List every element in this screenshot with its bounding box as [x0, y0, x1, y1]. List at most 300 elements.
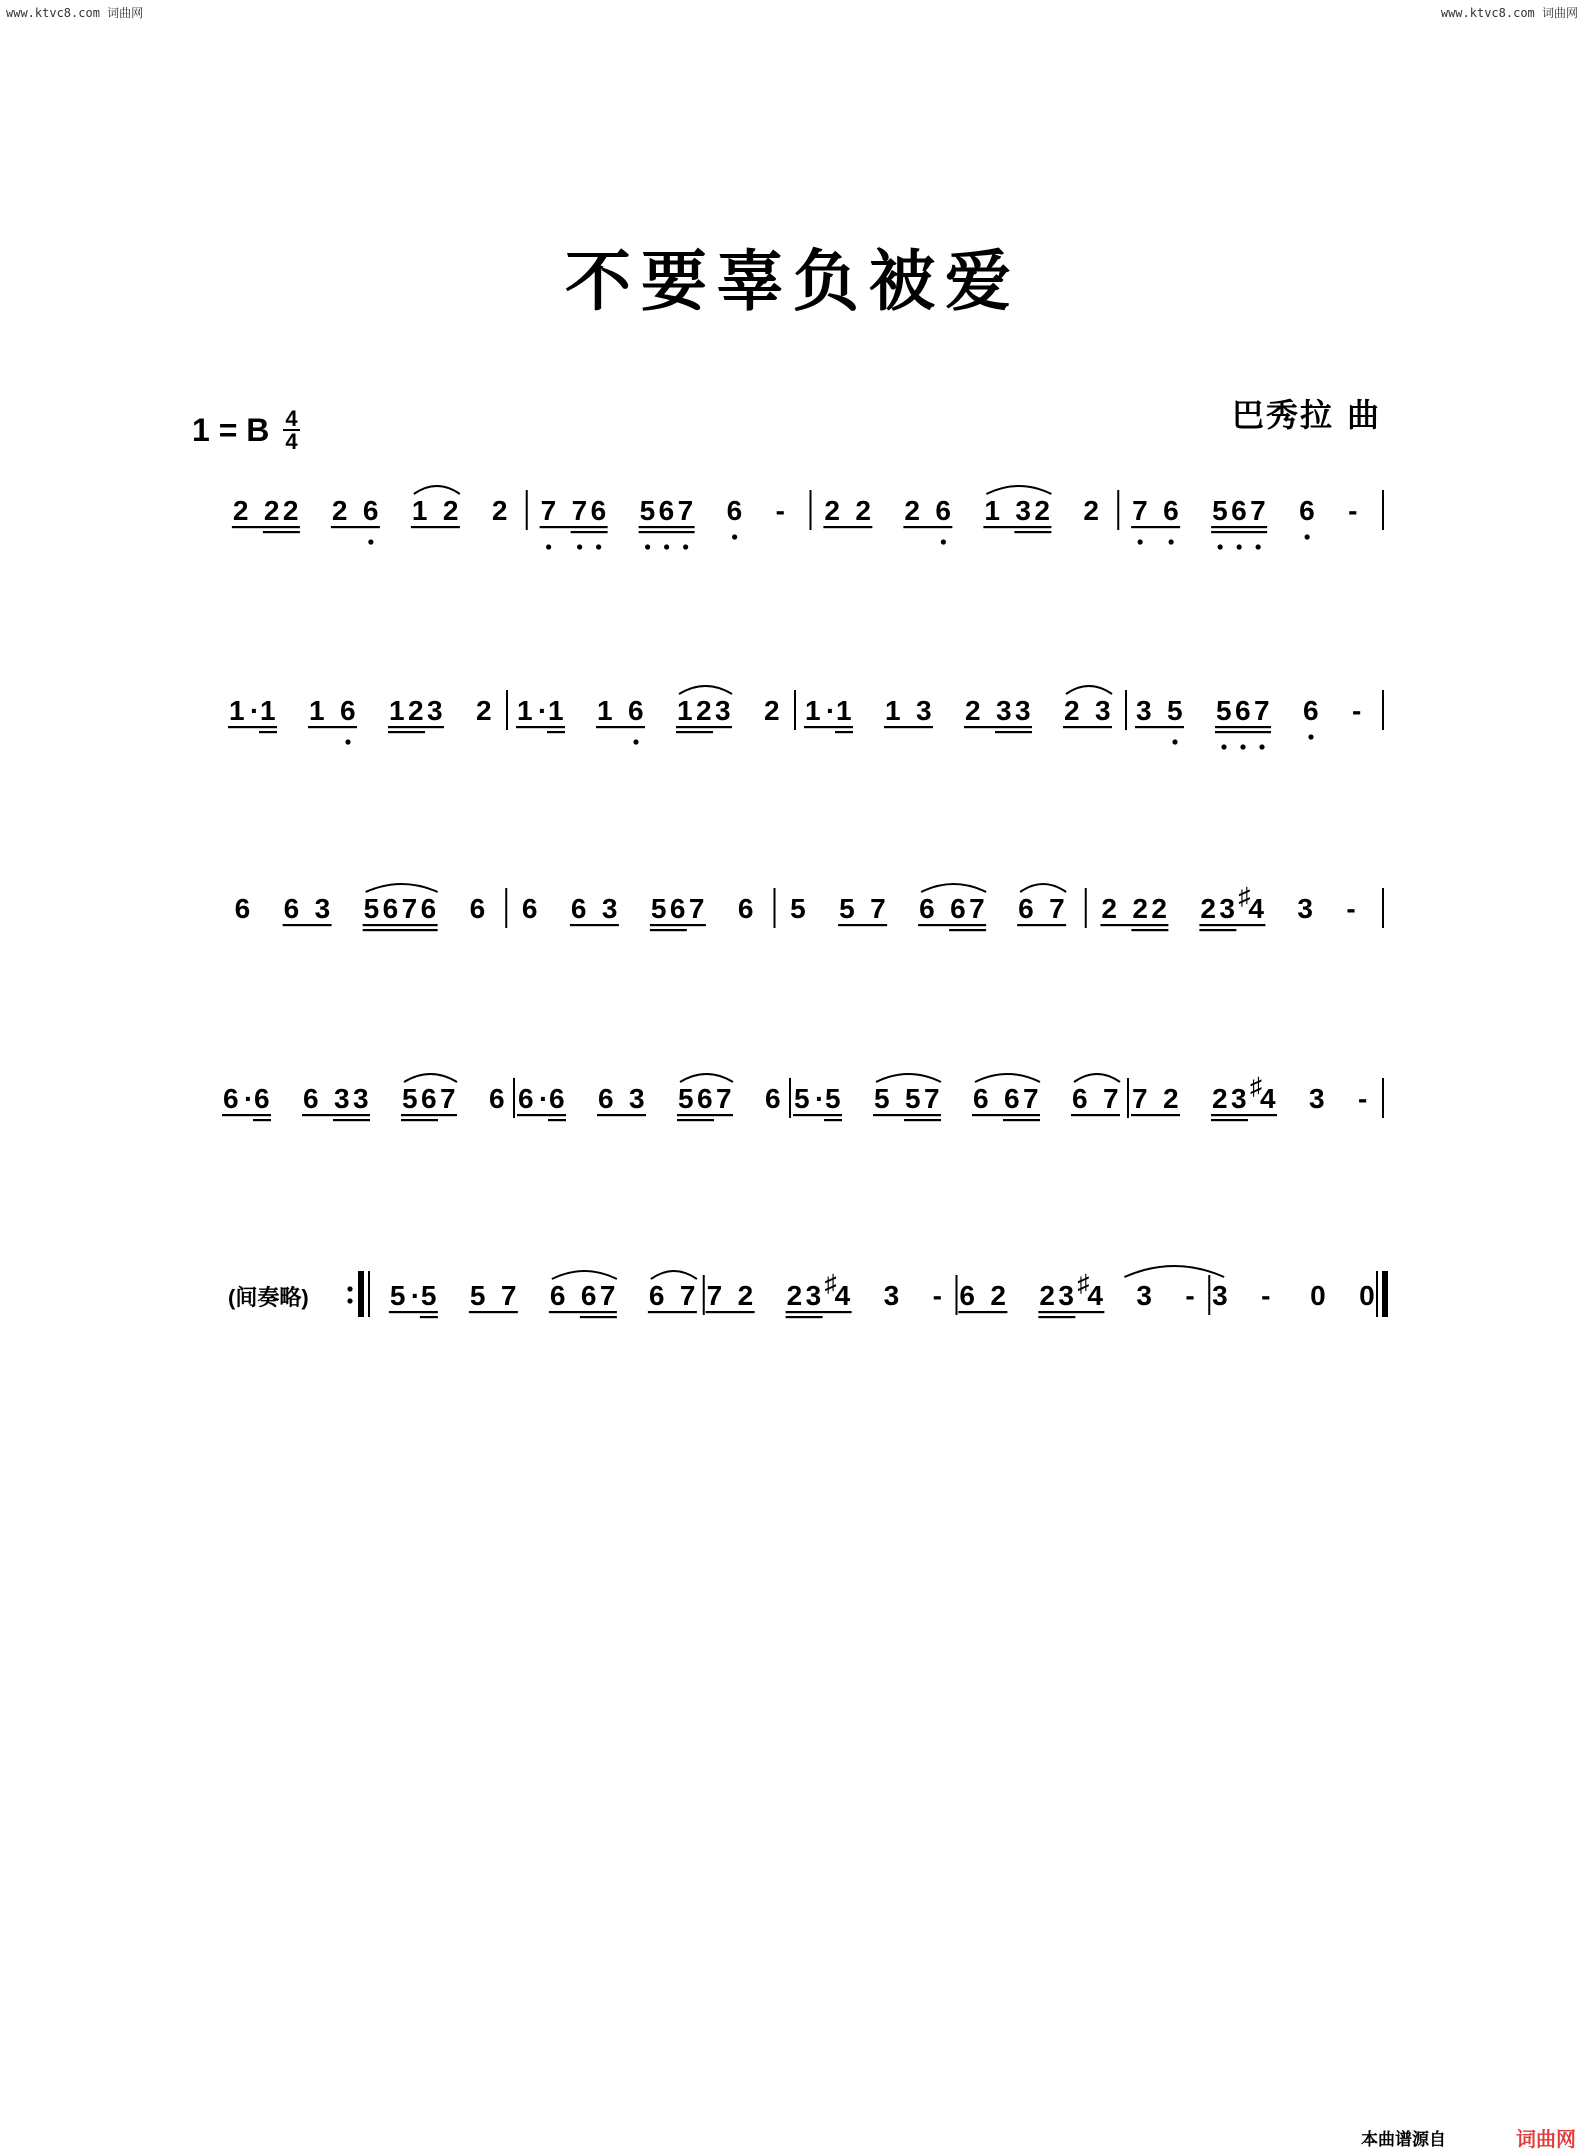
beam-line	[1199, 924, 1265, 926]
beam-line	[540, 526, 608, 528]
note: 3	[996, 695, 1012, 726]
beam-line	[676, 731, 713, 733]
octave-dot	[1218, 544, 1223, 549]
note: 6	[580, 1280, 597, 1311]
note: 7	[969, 893, 985, 924]
slur-arc	[366, 884, 438, 892]
note: 5	[825, 1083, 841, 1114]
note: 2	[1132, 893, 1148, 924]
beam-line	[824, 1119, 842, 1121]
note: 3	[1231, 1083, 1247, 1114]
note: 3	[1297, 893, 1313, 924]
note: 2	[1200, 893, 1216, 924]
dash-extension: -	[775, 495, 785, 526]
note: 3	[1015, 695, 1031, 726]
beam-line	[411, 526, 460, 528]
octave-dot	[941, 539, 946, 544]
sharp-sign: ♯	[1238, 883, 1251, 910]
augmentation-dot: ·	[826, 695, 836, 726]
beam-line	[232, 526, 300, 528]
octave-dot	[368, 539, 373, 544]
note: 1	[836, 695, 852, 726]
beam-line	[648, 1311, 697, 1313]
interlude-label: (间奏略)	[228, 1285, 309, 1310]
augmentation-dot: ·	[538, 695, 548, 726]
beam-line	[1211, 1119, 1248, 1121]
slur-arc	[552, 1271, 617, 1279]
note: 6	[658, 495, 675, 526]
note: 6	[973, 1083, 989, 1114]
note: 5	[363, 893, 380, 924]
note: 6	[1072, 1083, 1088, 1114]
beam-line	[597, 1114, 646, 1116]
note: 7	[540, 495, 557, 526]
note: 3	[629, 1083, 645, 1114]
note: 5	[874, 1083, 890, 1114]
note: 1	[411, 495, 428, 526]
note: 6	[303, 1083, 319, 1114]
note: 2	[904, 495, 920, 526]
note: 2	[696, 695, 712, 726]
note: 3	[601, 893, 618, 924]
note: 3	[1015, 495, 1031, 526]
octave-dot	[1169, 539, 1174, 544]
beam-line	[580, 1316, 617, 1318]
slur-arc	[1074, 1074, 1120, 1082]
note: 2	[786, 1280, 803, 1311]
bar-line	[1382, 690, 1384, 730]
beam-line	[650, 924, 706, 926]
beam-line	[823, 526, 872, 528]
slur-arc	[1066, 686, 1112, 694]
octave-dot	[1308, 734, 1313, 739]
beam-line	[517, 1114, 566, 1116]
slur-arc	[651, 1271, 697, 1279]
note: 5	[794, 1083, 810, 1114]
beam-line	[677, 1114, 733, 1116]
note: 1	[260, 695, 276, 726]
note: 7	[1250, 495, 1266, 526]
octave-dot	[1172, 739, 1177, 744]
beam-line	[548, 1119, 566, 1121]
beam-line	[676, 726, 732, 728]
composer-credit: 巴秀拉 曲	[1232, 396, 1382, 434]
note: 5	[389, 1280, 406, 1311]
note: 2	[1151, 893, 1167, 924]
dash-extension: -	[1261, 1280, 1271, 1311]
note: 2	[1064, 695, 1080, 726]
bar-line	[1208, 1275, 1210, 1315]
beam-line	[1038, 1311, 1104, 1313]
bar-line	[513, 1078, 515, 1118]
octave-dot	[633, 739, 638, 744]
note: 5	[420, 1280, 437, 1311]
note: 6	[1018, 893, 1034, 924]
note: 1	[677, 695, 693, 726]
dash-extension: -	[1352, 695, 1362, 726]
final-bar-thin	[1376, 1271, 1378, 1317]
note: 5	[639, 495, 656, 526]
footer-logo: 词曲网	[1516, 2127, 1576, 2151]
beam-line	[388, 726, 444, 728]
note: 3	[1309, 1083, 1325, 1114]
note: 3	[1095, 695, 1111, 726]
slur-arc	[680, 1074, 733, 1082]
bar-line	[774, 888, 776, 928]
bar-line	[1117, 490, 1119, 530]
note: 6	[919, 893, 935, 924]
beam-line	[706, 1311, 755, 1313]
octave-dot	[596, 544, 601, 549]
bar-line	[526, 490, 528, 530]
note: 3	[334, 1083, 350, 1114]
beam-line	[903, 526, 952, 528]
repeat-dot	[347, 1286, 352, 1291]
dash-extension: -	[932, 1280, 942, 1311]
note: 1	[885, 695, 901, 726]
note: 5	[1216, 695, 1232, 726]
note: 0	[1359, 1280, 1375, 1311]
note: 3	[1058, 1280, 1074, 1311]
note: 5	[1167, 695, 1183, 726]
beam-line	[964, 726, 1032, 728]
note: 1	[229, 695, 245, 726]
octave-dot	[1305, 534, 1310, 539]
note: 7	[401, 893, 418, 924]
octave-dot	[1256, 544, 1261, 549]
bar-line	[1382, 888, 1384, 928]
slur-arc	[404, 1074, 457, 1082]
octave-dot	[1221, 744, 1226, 749]
note: 6	[598, 1083, 614, 1114]
note: 2	[331, 495, 348, 526]
beam-line	[547, 731, 565, 733]
beam-line	[302, 1114, 370, 1116]
note: 6	[590, 495, 607, 526]
beam-line	[958, 1311, 1007, 1313]
beam-line	[283, 924, 332, 926]
note: 1	[517, 695, 533, 726]
beam-line	[1215, 731, 1271, 733]
note: 7	[1049, 893, 1065, 924]
beam-line	[549, 1311, 617, 1313]
note: 6	[737, 893, 754, 924]
beam-line	[639, 526, 695, 528]
beam-line	[1211, 1114, 1277, 1116]
augmentation-dot: ·	[410, 1280, 421, 1311]
note: 7	[1254, 695, 1270, 726]
beam-line	[596, 726, 645, 728]
beam-line	[1131, 1114, 1180, 1116]
beam-line	[388, 731, 425, 733]
beam-line	[639, 531, 695, 533]
note: 2	[1034, 495, 1050, 526]
note: 1	[984, 495, 1000, 526]
beam-line	[1100, 924, 1168, 926]
note: 7	[688, 893, 705, 924]
note: 5	[402, 1083, 418, 1114]
note: 7	[1103, 1083, 1119, 1114]
beam-line	[222, 1114, 271, 1116]
bar-line	[505, 888, 507, 928]
slur-arc	[679, 686, 732, 694]
note: 2	[442, 495, 459, 526]
octave-dot	[645, 544, 650, 549]
beam-line	[983, 526, 1051, 528]
note: 6	[421, 1083, 437, 1114]
note: 2	[1212, 1083, 1228, 1114]
note: 2	[764, 695, 780, 726]
note: 7	[706, 1280, 723, 1311]
note: 6	[959, 1280, 975, 1311]
slur-arc	[975, 1074, 1040, 1082]
note: 1	[805, 695, 821, 726]
dash-extension: -	[1358, 1083, 1368, 1114]
note: 5	[790, 893, 806, 924]
beam-line	[804, 726, 853, 728]
beam-line	[995, 731, 1032, 733]
note: 3	[427, 695, 443, 726]
beam-line	[786, 1311, 852, 1313]
note: 2	[990, 1280, 1006, 1311]
beam-line	[389, 1311, 438, 1313]
beam-line	[650, 929, 687, 931]
bar-line	[956, 1275, 958, 1315]
note: 6	[1303, 695, 1319, 726]
note: 7	[716, 1083, 732, 1114]
note: 6	[489, 1083, 505, 1114]
note: 7	[440, 1083, 456, 1114]
beam-line	[308, 726, 357, 728]
bar-line	[1085, 888, 1087, 928]
watermark-right: www.ktvc8.com 词曲网	[1440, 6, 1578, 20]
beam-line	[259, 731, 277, 733]
beam-line	[1017, 924, 1066, 926]
beam-line	[835, 731, 853, 733]
note: 6	[549, 1083, 565, 1114]
repeat-dot	[347, 1298, 352, 1303]
note: 5	[650, 893, 667, 924]
note: 7	[924, 1083, 940, 1114]
beam-line	[1131, 526, 1180, 528]
beam-line	[363, 924, 438, 926]
note: 3	[314, 893, 331, 924]
augmentation-dot: ·	[539, 1083, 549, 1114]
beam-line	[1211, 526, 1267, 528]
note: 3	[1219, 893, 1235, 924]
note: 4	[834, 1280, 851, 1311]
slur-arc	[921, 884, 986, 892]
final-bar-thick	[1382, 1271, 1388, 1317]
octave-dot	[683, 544, 688, 549]
note: 7	[677, 495, 694, 526]
beam-line	[838, 924, 887, 926]
augmentation-dot: ·	[815, 1083, 825, 1114]
beam-line	[363, 929, 438, 931]
octave-dot	[1237, 544, 1242, 549]
dash-extension: -	[1346, 893, 1356, 924]
beam-line	[1063, 726, 1112, 728]
note: 5	[839, 893, 855, 924]
bar-line	[789, 1078, 791, 1118]
slur-arc	[1020, 884, 1066, 892]
octave-dot	[1240, 744, 1245, 749]
beam-line	[420, 1316, 438, 1318]
octave-dot	[1138, 539, 1143, 544]
note: 5	[469, 1280, 486, 1311]
note: 6	[340, 695, 356, 726]
note: 6	[1235, 695, 1251, 726]
note: 4	[1260, 1083, 1276, 1114]
note: 6	[362, 495, 379, 526]
note: 6	[549, 1280, 566, 1311]
beam-line	[253, 1119, 271, 1121]
footer-source: 本曲谱源自	[1361, 2130, 1446, 2150]
note: 7	[599, 1280, 616, 1311]
note: 6	[950, 893, 966, 924]
note: 6	[254, 1083, 270, 1114]
note: 7	[1132, 495, 1148, 526]
note: 6	[521, 893, 538, 924]
repeat-bar-thin	[368, 1271, 370, 1317]
note: 6	[935, 495, 951, 526]
watermark-left: www.ktvc8.com 词曲网	[6, 6, 144, 20]
note: 2	[232, 495, 249, 526]
beam-line	[228, 726, 277, 728]
key-label: 1 = B	[192, 411, 270, 448]
note: 3	[353, 1083, 369, 1114]
note: 7	[870, 893, 886, 924]
beam-line	[1215, 726, 1271, 728]
beam-line	[904, 1119, 941, 1121]
beam-line	[1199, 929, 1236, 931]
bar-line	[1382, 490, 1384, 530]
beam-line	[972, 1114, 1040, 1116]
note: 3	[1136, 1280, 1152, 1311]
beam-line	[401, 1114, 457, 1116]
note: 3	[715, 695, 731, 726]
beam-line	[949, 929, 986, 931]
bar-line	[506, 690, 508, 730]
note: 2	[476, 695, 492, 726]
beam-line	[571, 531, 608, 533]
augmentation-dot: ·	[250, 695, 260, 726]
note: 5	[905, 1083, 921, 1114]
note: 6	[765, 1083, 781, 1114]
octave-dot	[546, 544, 551, 549]
dash-extension: -	[1348, 495, 1358, 526]
beam-line	[1131, 929, 1168, 931]
note: 2	[408, 695, 424, 726]
note: 7	[1132, 1083, 1148, 1114]
beam-line	[516, 726, 565, 728]
bar-line	[1127, 1078, 1129, 1118]
note: 2	[855, 495, 871, 526]
augmentation-dot: ·	[244, 1083, 254, 1114]
beam-line	[1014, 531, 1051, 533]
sharp-sign: ♯	[1250, 1073, 1262, 1100]
note: 6	[1231, 495, 1247, 526]
note: 6	[697, 1083, 713, 1114]
note: 2	[263, 495, 280, 526]
note: 6	[420, 893, 437, 924]
note: 6	[234, 893, 251, 924]
note: 3	[805, 1280, 822, 1311]
bar-line	[1125, 690, 1127, 730]
beam-line	[786, 1316, 823, 1318]
note: 6	[648, 1280, 665, 1311]
octave-dot	[664, 544, 669, 549]
beam-line	[1135, 726, 1184, 728]
beam-line	[884, 726, 933, 728]
beam-line	[918, 924, 986, 926]
dash-extension: -	[1185, 1280, 1195, 1311]
note: 6	[1299, 495, 1315, 526]
beam-line	[570, 924, 619, 926]
beam-line	[1038, 1316, 1075, 1318]
octave-dot	[345, 739, 350, 744]
note: 2	[965, 695, 981, 726]
time-denominator: 4	[285, 429, 298, 454]
beam-line	[469, 1311, 518, 1313]
bar-line	[794, 690, 796, 730]
note: 4	[1248, 893, 1264, 924]
note: 6	[469, 893, 486, 924]
note: 6	[518, 1083, 534, 1114]
octave-dot	[1259, 744, 1264, 749]
slur-arc	[876, 1074, 941, 1082]
note: 2	[1083, 495, 1099, 526]
note: 5	[1212, 495, 1228, 526]
note: 1	[597, 695, 613, 726]
song-title: 不要辜负被爱	[565, 242, 1021, 320]
beam-line	[331, 526, 380, 528]
note: 6	[283, 893, 300, 924]
slur-arc	[414, 486, 460, 494]
beam-line	[401, 1119, 438, 1121]
beam-line	[1071, 1114, 1120, 1116]
note: 0	[1310, 1280, 1326, 1311]
note: 6	[628, 695, 644, 726]
note: 6	[223, 1083, 239, 1114]
note: 2	[737, 1280, 754, 1311]
note: 2	[1101, 893, 1117, 924]
bar-line	[703, 1275, 705, 1315]
note: 3	[1212, 1280, 1228, 1311]
note: 7	[679, 1280, 696, 1311]
beam-line	[263, 531, 300, 533]
beam-line	[333, 1119, 370, 1121]
note: 2	[1039, 1280, 1055, 1311]
note: 2	[491, 495, 508, 526]
note: 2	[282, 495, 299, 526]
beam-line	[1003, 1119, 1040, 1121]
beam-line	[677, 1119, 714, 1121]
note: 6	[669, 893, 686, 924]
note: 1	[309, 695, 325, 726]
beam-line	[1211, 531, 1267, 533]
beam-line	[793, 1114, 842, 1116]
note: 7	[1023, 1083, 1039, 1114]
note: 3	[1136, 695, 1152, 726]
octave-dot	[577, 544, 582, 549]
repeat-bar-thick	[358, 1271, 364, 1317]
note: 5	[678, 1083, 694, 1114]
note: 1	[548, 695, 564, 726]
note: 6	[1004, 1083, 1020, 1114]
note: 6	[726, 495, 743, 526]
note: 7	[571, 495, 588, 526]
